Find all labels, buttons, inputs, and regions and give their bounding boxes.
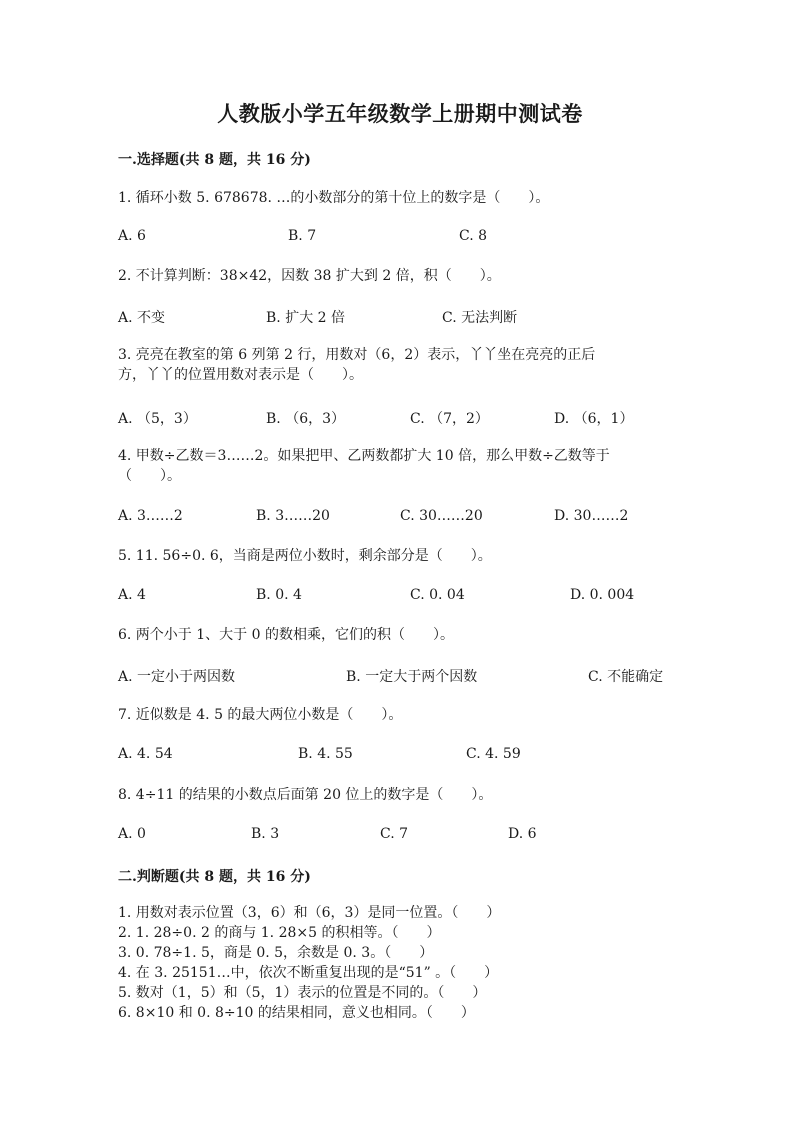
section-heading-true-false: 二.判断题(共 8 题，共 16 分) bbox=[118, 869, 311, 885]
option-c: C. 8 bbox=[459, 228, 488, 244]
option-c: C. 30……20 bbox=[400, 508, 483, 524]
option-c: C. 4. 59 bbox=[466, 746, 521, 762]
question-3 bbox=[118, 345, 688, 385]
option-b: B. 0. 4 bbox=[256, 587, 302, 603]
option-a: A. （5，3） bbox=[118, 411, 197, 427]
option-c: C. （7，2） bbox=[410, 411, 489, 427]
true-false-item-1: 1. 用数对表示位置（3，6）和（6，3）是同一位置。（ ） bbox=[118, 905, 501, 921]
options-3 bbox=[118, 408, 688, 428]
question-4-line-1: 4. 甲数÷乙数＝3……2。如果把甲、乙两数都扩大 10 倍，那么甲数÷乙数等于 bbox=[118, 448, 610, 464]
options-4 bbox=[118, 508, 688, 528]
option-c: C. 0. 04 bbox=[410, 587, 465, 603]
options-6 bbox=[118, 666, 688, 686]
option-c: C. 无法判断 bbox=[442, 310, 518, 326]
question-5: 5. 11. 56÷0. 6，当商是两位小数时，剩余部分是（ ）。 bbox=[118, 548, 492, 564]
question-3-line-2: 方，丫丫的位置用数对表示是（ ）。 bbox=[118, 367, 363, 383]
option-a: A. 0 bbox=[118, 826, 146, 842]
option-a: A. 4 bbox=[118, 587, 146, 603]
option-c: C. 7 bbox=[380, 826, 409, 842]
section-heading-choice: 一.选择题(共 8 题，共 16 分) bbox=[118, 152, 311, 168]
true-false-item-5: 5. 数对（1，5）和（5，1）表示的位置是不同的。（ ） bbox=[118, 985, 487, 1001]
option-d: D. 0. 004 bbox=[570, 587, 635, 603]
option-a: A. 4. 54 bbox=[118, 746, 173, 762]
page-title: 人教版小学五年级数学上册期中测试卷 bbox=[217, 101, 583, 126]
option-b: B. （6，3） bbox=[266, 411, 346, 427]
option-b: B. 一定大于两个因数 bbox=[346, 669, 478, 685]
option-b: B. 4. 55 bbox=[298, 746, 353, 762]
option-a: A. 3……2 bbox=[118, 508, 183, 524]
question-2: 2. 不计算判断：38×42，因数 38 扩大到 2 倍，积（ ）。 bbox=[118, 268, 501, 284]
option-a: A. 6 bbox=[118, 228, 146, 244]
true-false-item-3: 3. 0. 78÷1. 5，商是 0. 5，余数是 0. 3。（ ） bbox=[118, 945, 434, 961]
question-1: 1. 循环小数 5. 678678. …的小数部分的第十位上的数字是（ ）。 bbox=[118, 190, 550, 206]
question-8: 8. 4÷11 的结果的小数点后面第 20 位上的数字是（ ）。 bbox=[118, 787, 493, 803]
options-5 bbox=[118, 587, 688, 607]
option-b: B. 7 bbox=[288, 228, 317, 244]
options-7 bbox=[118, 746, 688, 766]
option-b: B. 3……20 bbox=[256, 508, 330, 524]
option-b: B. 3 bbox=[251, 826, 280, 842]
question-7: 7. 近似数是 4. 5 的最大两位小数是（ ）。 bbox=[118, 707, 403, 723]
question-6: 6. 两个小于 1、大于 0 的数相乘，它们的积（ ）。 bbox=[118, 627, 454, 643]
option-a: A. 一定小于两因数 bbox=[118, 669, 236, 685]
option-a: A. 不变 bbox=[118, 310, 166, 326]
option-d: D. （6，1） bbox=[554, 411, 634, 427]
option-b: B. 扩大 2 倍 bbox=[266, 310, 345, 326]
option-d: D. 6 bbox=[508, 826, 537, 842]
true-false-item-4: 4. 在 3. 25151…中，依次不断重复出现的是“51” 。（ ） bbox=[118, 965, 499, 981]
true-false-item-2: 2. 1. 28÷0. 2 的商与 1. 28×5 的积相等。（ ） bbox=[118, 925, 441, 941]
question-4 bbox=[118, 446, 688, 486]
options-8 bbox=[118, 826, 688, 846]
option-d: D. 30……2 bbox=[554, 508, 629, 524]
question-4-line-2: （ ）。 bbox=[118, 468, 181, 484]
options-2 bbox=[118, 307, 688, 327]
question-3-line-1: 3. 亮亮在教室的第 6 列第 2 行，用数对（6，2）表示，丫丫坐在亮亮的正后 bbox=[118, 347, 596, 363]
true-false-item-6: 6. 8×10 和 0. 8÷10 的结果相同，意义也相同。（ ） bbox=[118, 1005, 475, 1021]
options-1 bbox=[118, 228, 688, 248]
option-c: C. 不能确定 bbox=[588, 669, 664, 685]
